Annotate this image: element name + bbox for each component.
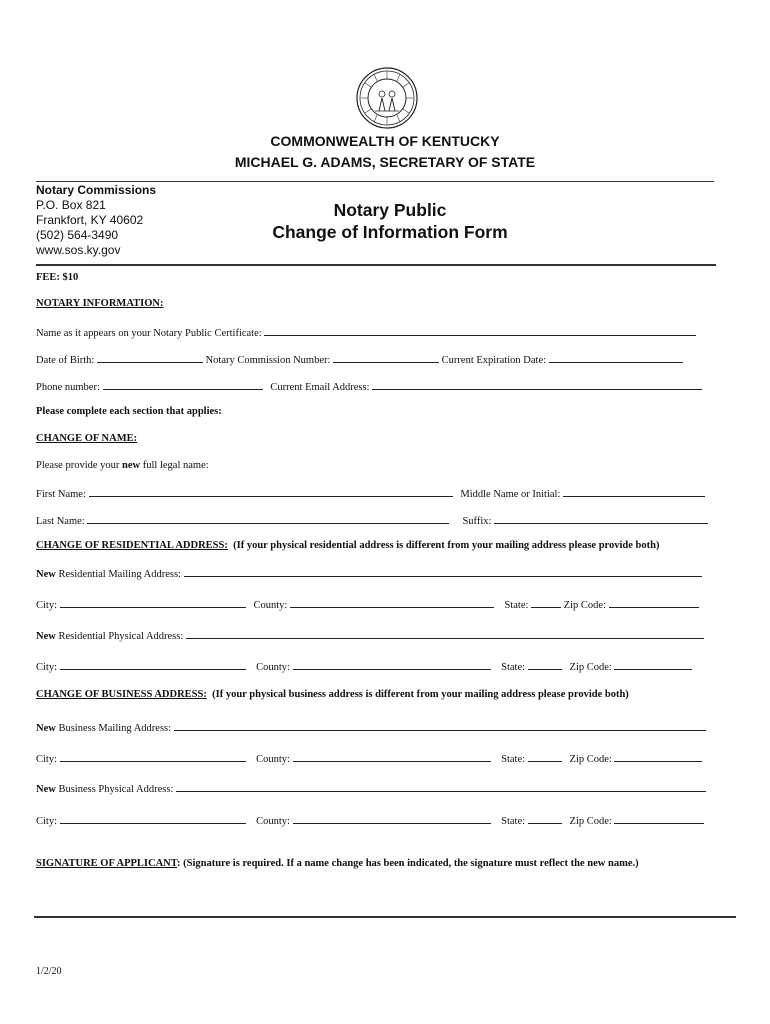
res-mailing-new: New [36,569,56,580]
bus-mailing-state-field[interactable] [528,751,562,762]
business-heading: CHANGE OF BUSINESS ADDRESS: [36,689,207,700]
first-name-row [36,486,705,500]
zip-label: Zip Code: [569,816,612,827]
bus-mailing-county-field[interactable] [293,751,491,762]
phone-row [36,379,702,393]
website: www.sos.ky.gov [36,243,121,257]
secretary-line: MICHAEL G. ADAMS, SECRETARY OF STATE [234,154,536,170]
business-heading-row [36,689,629,700]
bus-physical-city-field[interactable] [60,813,246,824]
bus-physical-county-field[interactable] [293,813,491,824]
res-mailing-county-field[interactable] [290,597,494,608]
last-name-label: Last Name: [36,516,85,527]
res-mailing-label: Residential Mailing Address: [58,569,181,580]
dob-label: Date of Birth: [36,355,95,366]
certificate-name-row [36,325,696,339]
res-physical-state-field[interactable] [528,659,562,670]
bus-mailing-field[interactable] [174,720,706,731]
state-label: State: [501,754,526,765]
revision-date: 1/2/20 [36,966,62,977]
res-mailing-city-field[interactable] [60,597,246,608]
bus-physical-city-row [36,813,704,827]
bus-mailing-new: New [36,723,56,734]
dob-row [36,352,683,366]
city-label: City: [36,816,58,827]
res-physical-row [36,628,704,642]
agency-line: COMMONWEALTH OF KENTUCKY [270,133,500,149]
commission-label: Notary Commission Number: [205,355,331,366]
res-physical-new: New [36,631,56,642]
signature-heading: SIGNATURE OF APPLICANT [36,858,177,869]
kentucky-seal-logo [355,66,419,130]
business-note: (If your physical business address is different from your mailing address please provide both) [212,689,629,700]
bus-physical-zip-field[interactable] [614,813,704,824]
city-label: City: [36,662,58,673]
signature-note: (Signature is required. If a name change has been indicated, the signature must reflect the new name.) [183,858,639,869]
title-divider [36,264,716,266]
res-physical-city-row [36,659,692,673]
bus-physical-label: Business Physical Address: [58,784,174,795]
middle-name-label: Middle Name or Initial: [460,489,561,500]
res-physical-label: Residential Physical Address: [58,631,184,642]
signature-line[interactable] [34,916,736,918]
res-mailing-city-row [36,597,699,611]
last-name-field[interactable] [87,513,449,524]
res-physical-field[interactable] [186,628,704,639]
city-label: City: [36,754,58,765]
res-mailing-field[interactable] [184,566,702,577]
bus-mailing-city-field[interactable] [60,751,246,762]
county-label: County: [253,600,288,611]
zip-label: Zip Code: [569,754,612,765]
name-intro [36,460,209,471]
residential-heading-row [36,540,659,551]
bus-mailing-city-row [36,751,702,765]
res-physical-zip-field[interactable] [614,659,692,670]
form-title [240,199,540,243]
instructions: Please complete each section that applies: [36,406,222,417]
po-box: P.O. Box 821 [36,198,106,212]
county-label: County: [256,816,290,827]
first-name-label: First Name: [36,489,86,500]
name-intro-pre: Please provide your [36,460,120,471]
bus-physical-state-field[interactable] [528,813,562,824]
bus-physical-field[interactable] [176,781,706,792]
res-mailing-zip-field[interactable] [609,597,699,608]
res-physical-county-field[interactable] [293,659,491,670]
county-label: County: [256,662,290,673]
zip-label: Zip Code: [563,600,606,611]
form-title-line1: Notary Public [333,200,447,220]
residential-note: (If your physical residential address is different from your mailing address please provide both) [233,540,660,551]
last-name-row [36,513,708,527]
state-label: State: [501,662,526,673]
commission-field[interactable] [333,352,439,363]
city-label: City: [36,600,58,611]
email-label: Current Email Address: [270,382,370,393]
suffix-field[interactable] [494,513,708,524]
phone-label: Phone number: [36,382,100,393]
bus-mailing-row [36,720,706,734]
res-physical-city-field[interactable] [60,659,246,670]
phone-number: (502) 564-3490 [36,228,119,242]
expiration-label: Current Expiration Date: [441,355,547,366]
zip-label: Zip Code: [569,662,612,673]
residential-heading: CHANGE OF RESIDENTIAL ADDRESS: [36,540,228,551]
signature-heading-row [36,858,639,869]
name-intro-bold: new [122,460,141,471]
bus-mailing-zip-field[interactable] [614,751,702,762]
phone-field[interactable] [103,379,263,390]
state-label: State: [501,816,526,827]
middle-name-field[interactable] [563,486,705,497]
signature-colon: : [177,858,181,869]
dob-field[interactable] [97,352,203,363]
change-name-heading: CHANGE OF NAME: [36,433,138,444]
email-field[interactable] [372,379,702,390]
expiration-field[interactable] [549,352,683,363]
fee: FEE: $10 [36,272,79,283]
certificate-name-field[interactable] [264,325,696,336]
name-intro-post: full legal name: [142,460,209,471]
res-mailing-row [36,566,702,580]
state-label: State: [504,600,529,611]
city-state-zip: Frankfort, KY 40602 [36,213,144,227]
form-title-line2: Change of Information Form [272,222,508,242]
notary-info-heading: NOTARY INFORMATION: [36,298,164,309]
suffix-label: Suffix: [462,516,492,527]
res-mailing-state-field[interactable] [531,597,561,608]
bus-physical-row [36,781,706,795]
header-divider [36,181,714,182]
mailing-address-block [36,183,156,258]
county-label: County: [256,754,290,765]
certificate-name-label: Name as it appears on your Notary Public Certificate: [36,328,262,339]
bus-physical-new: New [36,784,56,795]
bus-mailing-label: Business Mailing Address: [58,723,172,734]
first-name-field[interactable] [89,486,453,497]
dept-name: Notary Commissions [36,183,157,197]
